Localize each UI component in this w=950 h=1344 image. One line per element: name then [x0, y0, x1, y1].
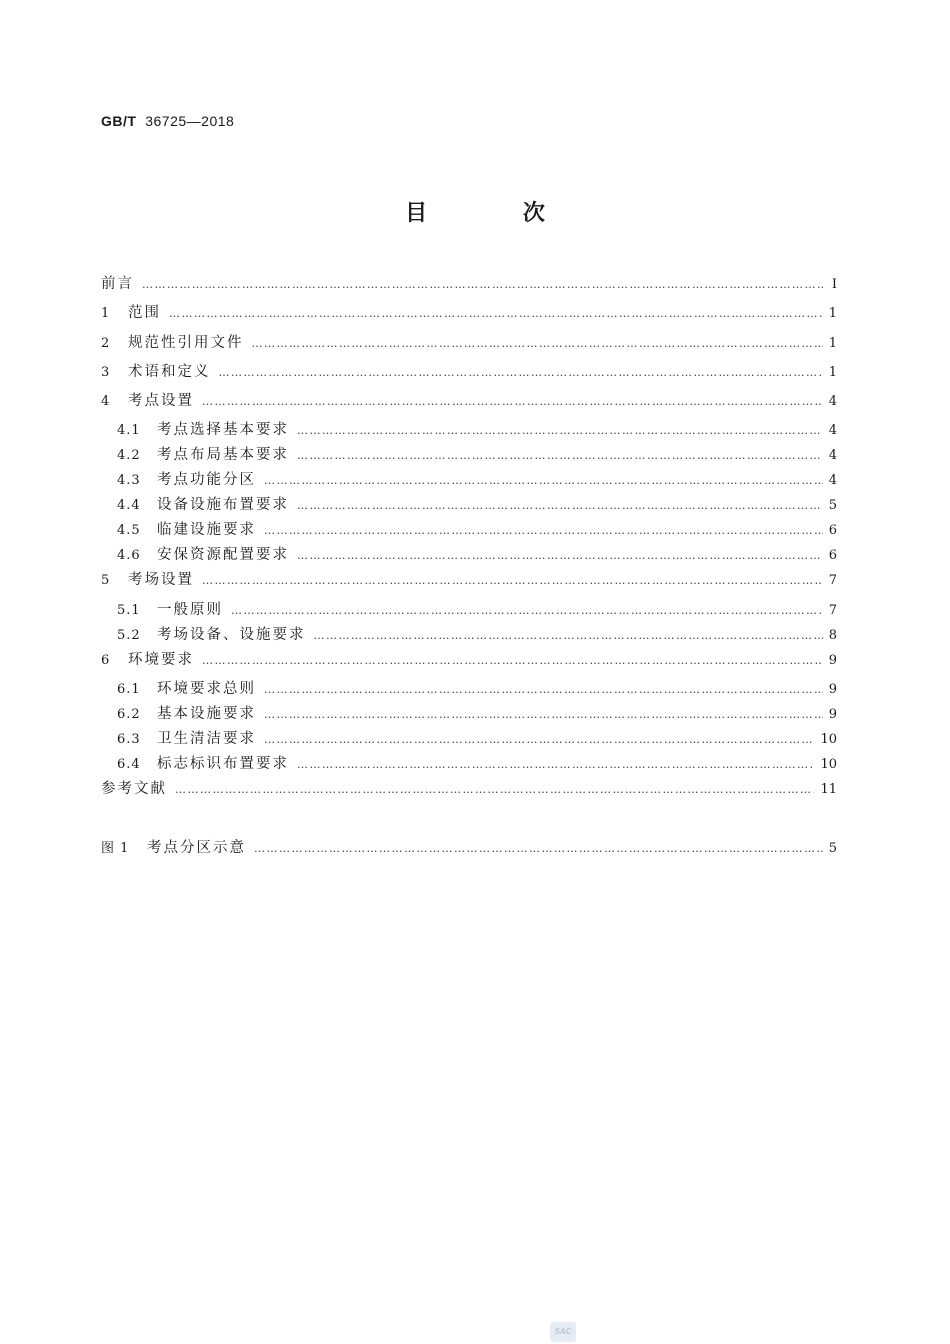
entry-page-number: 7 [828, 602, 837, 618]
entry-label: 考点功能分区 [157, 472, 256, 489]
entry-number: 6 [101, 652, 111, 668]
toc-entry[interactable] [101, 389, 837, 418]
entry-number: 3 [101, 364, 111, 380]
dot-leader [219, 366, 823, 379]
entry-label: 考场设备、设施要求 [157, 626, 306, 643]
entry-page-number: 1 [828, 335, 837, 351]
dot-leader [231, 604, 823, 617]
entry-number: 5 [101, 573, 111, 589]
entry-label: 基本设施要求 [157, 706, 256, 723]
entry-number: 5.2 [117, 627, 141, 643]
standard-code [101, 113, 234, 129]
entry-number: 2 [101, 335, 111, 351]
entry-label: 前言 [101, 276, 134, 292]
entry-number: 1 [101, 306, 111, 322]
dot-leader [175, 783, 814, 796]
toc-entry[interactable] [101, 677, 837, 702]
page-title: 目 次 [405, 201, 589, 226]
toc-entry[interactable] [101, 360, 837, 389]
dot-leader [254, 842, 823, 855]
toc-entry[interactable] [101, 648, 837, 677]
entry-label: 考点布局基本要求 [157, 447, 289, 464]
entry-number: 4.4 [117, 498, 141, 514]
toc-entry[interactable] [101, 468, 837, 493]
entry-page-number: 8 [828, 627, 837, 643]
table-of-contents [101, 272, 837, 866]
toc-entry[interactable] [101, 418, 837, 443]
entry-number: 4.2 [117, 448, 141, 464]
entry-page-number: Ⅰ [831, 277, 837, 292]
standard-number: 36725—2018 [145, 113, 235, 129]
entry-page-number: 5 [828, 841, 837, 857]
toc-entry[interactable] [101, 301, 837, 330]
dot-leader [202, 654, 823, 667]
entry-page-number: 4 [828, 448, 837, 464]
entry-label: 考点分区示意 [147, 840, 246, 857]
entry-label: 参考文献 [101, 781, 167, 798]
figure-entry[interactable] [101, 836, 837, 865]
entry-label: 卫生清洁要求 [157, 731, 256, 748]
entry-label: 考点选择基本要求 [157, 422, 289, 439]
entry-number: 6.4 [117, 757, 141, 773]
dot-leader [202, 574, 823, 587]
toc-entry[interactable] [101, 727, 837, 752]
section-gap [101, 806, 837, 836]
entry-page-number: 11 [820, 782, 837, 798]
entry-page-number: 5 [828, 498, 837, 514]
entry-label: 临建设施要求 [157, 522, 256, 539]
entry-page-number: 9 [828, 682, 837, 698]
entry-number: 4.1 [117, 423, 141, 439]
entry-label: 规范性引用文件 [128, 334, 244, 351]
entry-page-number: 4 [828, 473, 837, 489]
entry-number: 4.3 [117, 473, 141, 489]
entry-number: 4.6 [117, 548, 141, 564]
dot-leader [264, 683, 823, 696]
entry-label: 范围 [128, 305, 161, 322]
entry-page-number: 4 [828, 394, 837, 410]
dot-leader [202, 395, 823, 408]
toc-entry[interactable] [101, 752, 837, 777]
dot-leader [297, 499, 823, 512]
entry-page-number: 9 [828, 707, 837, 723]
dot-leader [142, 278, 823, 291]
toc-entry[interactable] [101, 777, 837, 806]
entry-number: 6.1 [117, 682, 141, 698]
entry-label: 环境要求 [128, 651, 194, 668]
entry-page-number: 10 [820, 732, 837, 748]
sac-logo-watermark: SAC [550, 1322, 576, 1342]
dot-leader [264, 733, 814, 746]
entry-number: 6.3 [117, 732, 141, 748]
toc-entry[interactable] [101, 543, 837, 568]
entry-page-number: 9 [828, 652, 837, 668]
entry-label: 考点设置 [128, 393, 194, 410]
toc-entry[interactable] [101, 443, 837, 468]
dot-leader [314, 629, 823, 642]
entry-label: 设备设施布置要求 [157, 497, 289, 514]
dot-leader [297, 758, 814, 771]
entry-number: 图 1 [101, 841, 130, 857]
toc-entry[interactable] [101, 568, 837, 597]
standard-prefix: GB/T [101, 113, 137, 129]
entry-label: 一般原则 [157, 601, 223, 618]
dot-leader [264, 708, 823, 721]
entry-number: 4.5 [117, 523, 141, 539]
toc-entry[interactable] [101, 598, 837, 623]
entry-number: 5.1 [117, 602, 141, 618]
entry-page-number: 10 [820, 757, 837, 773]
entry-page-number: 6 [828, 523, 837, 539]
toc-entry[interactable] [101, 518, 837, 543]
entry-number: 4 [101, 394, 111, 410]
dot-leader [264, 524, 823, 537]
dot-leader [252, 337, 823, 350]
entry-label: 环境要求总则 [157, 681, 256, 698]
entry-label: 考场设置 [128, 572, 194, 589]
dot-leader [297, 424, 823, 437]
dot-leader [297, 449, 823, 462]
dot-leader [297, 549, 823, 562]
dot-leader [169, 307, 823, 320]
entry-label: 安保资源配置要求 [157, 547, 289, 564]
entry-label: 术语和定义 [128, 363, 211, 380]
entry-page-number: 1 [828, 306, 837, 322]
entry-page-number: 7 [828, 573, 837, 589]
toc-entry[interactable] [101, 331, 837, 360]
toc-entry[interactable] [101, 623, 837, 648]
entry-number: 6.2 [117, 707, 141, 723]
entry-label: 标志标识布置要求 [157, 756, 289, 773]
dot-leader [264, 474, 823, 487]
toc-entry[interactable] [101, 493, 837, 518]
toc-entry[interactable] [101, 702, 837, 727]
entry-page-number: 1 [828, 364, 837, 380]
toc-entry[interactable] [101, 272, 837, 301]
entry-page-number: 6 [828, 548, 837, 564]
entry-page-number: 4 [828, 423, 837, 439]
